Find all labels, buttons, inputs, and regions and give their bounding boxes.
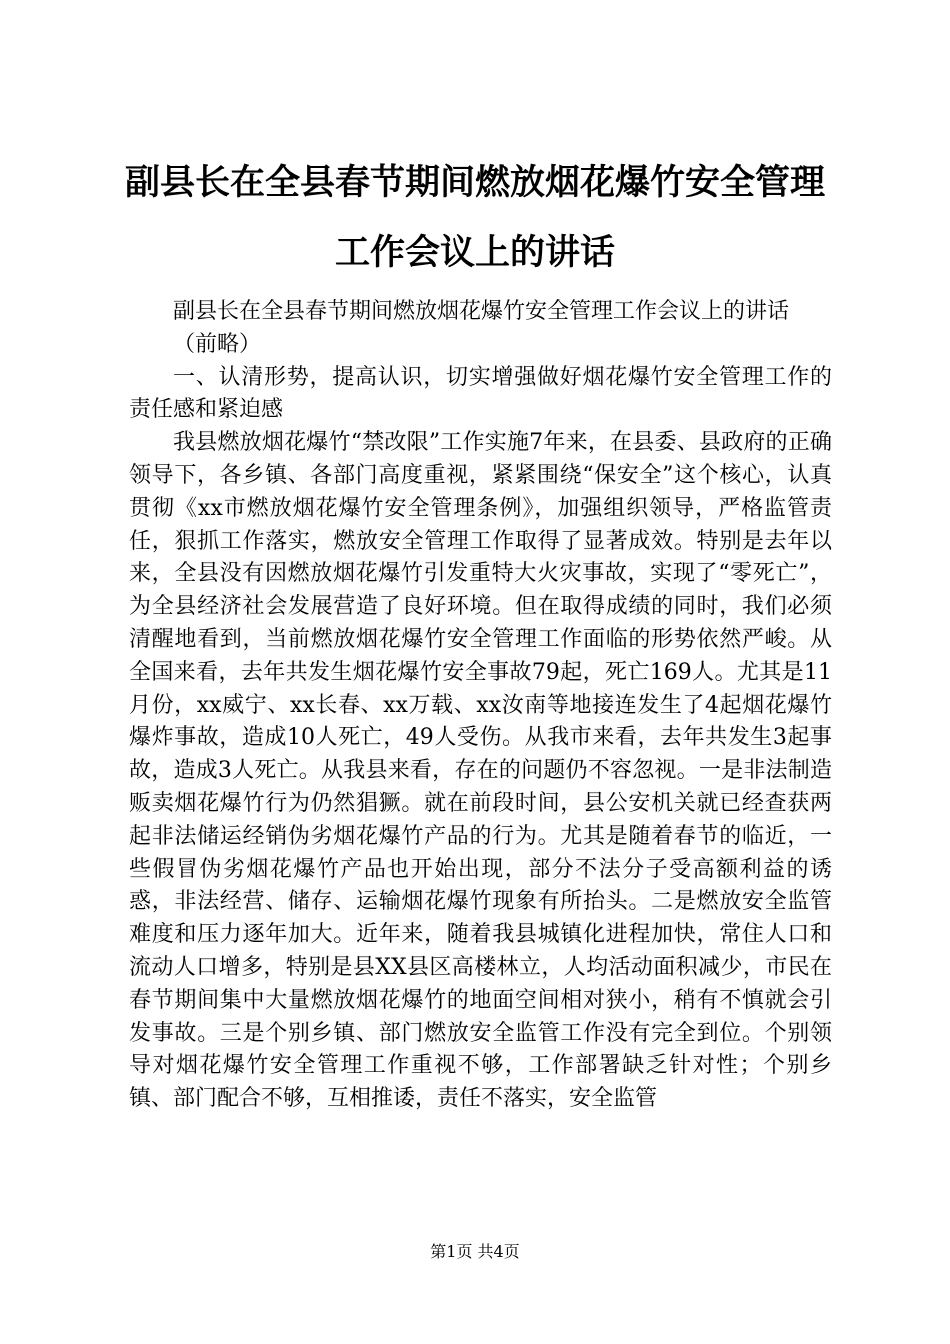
document-title-line-1: 副县长在全县春节期间燃放烟花爆竹安全管理 — [124, 162, 825, 203]
paragraph-heading: 副县长在全县春节期间燃放烟花爆竹安全管理工作会议上的讲话 — [173, 299, 790, 324]
paragraph-omitted: （前略） — [173, 331, 262, 357]
paragraph-main: 我县燃放烟花爆竹“禁改限”工作实施7年来，在县委、县政府的正确领导下，各乡镇、各部门高度重视，紧紧围绕“保安全”这个核心，认真贯彻《xx市燃放烟花爆竹安全管理条例》，加强组织领导，严格监管责任，狠抓工作落实，燃放安全管理工作取得了显著成效。特别是去年以来，全县没有因燃放烟花爆竹引发重特大火灾事故，实现了“零死亡”，为全县经济社会发展营造了良好环境。但在取得成绩的同时，我们必须清醒地看到，当前燃放烟花爆竹安全管理工作面临的形势依然严峻。从全国来看，去年共发生烟花爆竹安全事故79起，死亡169人。尤其是11月份，xx威宁、xx长春、xx万载、xx汝南等地接连发生了4起烟花爆竹爆炸事故，造成10人死亡，49人受伤。从我市来看，去年共发生3起事故，造成3人死亡。从我县来看，存在的问题仍不容忽视。一是非法制造贩卖烟花爆竹行为仍然猖獗。就在前段时间，县公安机关就已经查获两起非法储运经销伪劣烟花爆竹产品的行为。尤其是随着春节的临近，一些假冒伪劣烟花爆竹产品也开始出现，部分不法分子受高额利益的诱惑，非法经营、储存、运输烟花爆竹现象有所抬头。二是燃放安全监管难度和压力逐年加大。近年来，随着我县城镇化进程加快，常住人口和流动人口增多，特别是县XX县区高楼林立，人均活动面积减少，市民在春节期间集中大量燃放烟花爆竹的地面空间相对狭小，稍有不慎就会引发事故。三是个别乡镇、部门燃放安全监管工作没有完全到位。个别领导对烟花爆竹安全管理工作重视不够，工作部署缺乏针对性；个别乡镇、部门配合不够，互相推诿，责任不落实，安全监管 — [129, 430, 832, 1112]
page-number-footer: 第1页 共4页 — [430, 1242, 520, 1261]
document-title-line-2: 工作会议上的讲话 — [334, 232, 615, 273]
document-body — [129, 296, 832, 1116]
paragraph-section-heading: 一、认清形势，提高认识，切实增强做好烟花爆竹安全管理工作的责任感和紧迫感 — [129, 364, 832, 423]
